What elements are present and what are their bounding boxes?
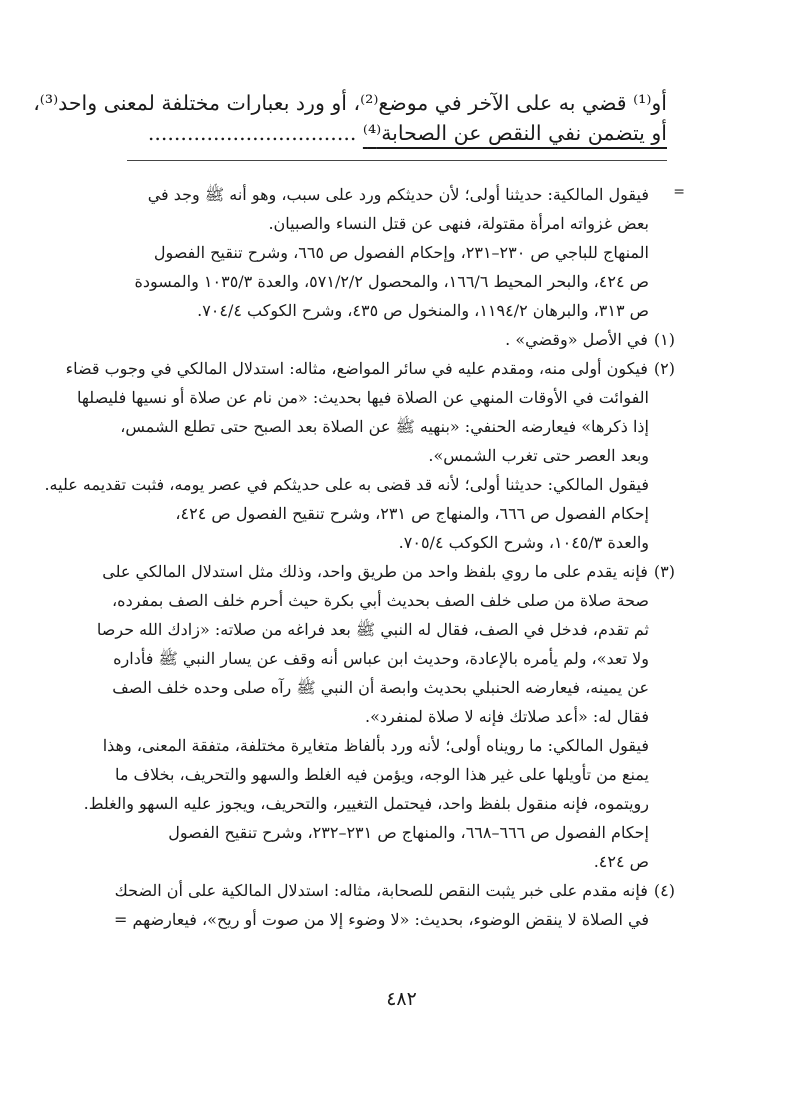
footnote-number: (١)	[653, 330, 675, 349]
footnote-line: يمنع من تأويلها على غير هذا الوجه، ويؤمن فيه الغلط والسهو والتحريف، بخلاف ما	[115, 765, 649, 784]
footnote-line	[102, 557, 675, 586]
footnote-text: فإنه مقدم على خبر يثبت النقص للصحابة، مثاله: استدلال المالكية على أن الضحك	[114, 881, 648, 900]
footnote-line	[114, 905, 675, 934]
footnote-text: فإنه يقدم على ما روي بلفظ واحد من طريق واحد، وذلك مثل استدلال المالكي على	[102, 562, 648, 581]
underlined-phrase: أو يتضمن نفي النقص عن الصحابة⁽⁴⁾	[362, 121, 667, 145]
continuation-mark: =	[114, 910, 128, 929]
footnote-1	[127, 325, 675, 354]
footnote-line: فيقول المالكي: ما رويناه أولى؛ لأنه ورد بألفاظ متغايرة مختلفة، متفقة المعنى، وهذا	[102, 736, 649, 755]
footnote-line: ص ٤٢٤.	[593, 852, 649, 871]
footnote-line: رويتموه، فإنه منقول بلفظ واحد، فيحتمل التغيير، والتحريف، ويجوز عليه السهو والغلط.	[83, 794, 649, 813]
main-text-line: أو⁽¹⁾ قضي به على الآخر في موضع⁽²⁾، أو ورد بعبارات مختلفة لمعنى واحد⁽³⁾،	[33, 91, 667, 115]
footnote-line	[114, 876, 675, 905]
main-text-line	[127, 118, 667, 148]
footnote-line: عن يمينه، فيعارضه الحنبلي بحديث وابصة أن النبي ﷺ رآه صلى وحده خلف الصف	[112, 678, 649, 697]
footnote-line: المنهاج للباجي ص ٢٣٠–٢٣١، وإحكام الفصول ص ٦٦٥، وشرح تنقيح الفصول	[153, 243, 649, 262]
footnote-line: ولا تعد»، ولم يأمره بالإعادة، وحديث ابن عباس أنه وقف عن يسار النبي ﷺ فأداره	[113, 649, 649, 668]
footnotes	[44, 180, 675, 934]
footnote-number: (٣)	[653, 562, 675, 581]
footnote-4	[114, 876, 675, 934]
footnote-line: ص ٣١٣، والبرهان ١١٩٤/٢، والمنخول ص ٤٣٥، وشرح الكوكب ٧٠٤/٤.	[197, 301, 649, 320]
footnote-line: ثم تقدم، فدخل في الصف، فقال له النبي ﷺ بعد فراغه من صلاته: «زادك الله حرصا	[96, 620, 649, 639]
footnote-line: فقال له: «أعد صلاتك فإنه لا صلاة لمنفرد».	[364, 707, 649, 726]
footnote-number: (٤)	[653, 881, 675, 900]
footnote-line: الفوائت في الأوقات المنهي عن الصلاة فيها بحديث: «من نام عن صلاة أو نسيها فليصلها	[77, 388, 649, 407]
footnote-text: في الصلاة لا ينقض الوضوء، بحديث: «لا وضوء إلا من صوت أو ريح»، فيعارضهم	[132, 910, 649, 929]
footnote-line: بعض غزواته امرأة مقتولة، فنهى عن قتل النساء والصبيان.	[268, 214, 649, 233]
footnote-line: إحكام الفصول ص ٦٦٦–٦٦٨، والمنهاج ص ٢٣١–٢٣٢، وشرح تنقيح الفصول	[168, 823, 649, 842]
footnote-2	[44, 354, 675, 557]
footnote-line: فيقول المالكي: حديثنا أولى؛ لأنه قد قضى به على حديثكم في عصر يومه، فثبت تقديمه عليه.	[44, 475, 649, 494]
footnote-line: فيقول المالكية: حديثنا أولى؛ لأن حديثكم ورد على سبب، وهو أنه ﷺ وجد في	[147, 185, 649, 204]
page-number: ٤٨٢	[386, 988, 417, 1010]
footnote-line: إذا ذكرها» فيعارضه الحنفي: «بنهيه ﷺ عن الصلاة بعد الصبح حتى تطلع الشمس،	[120, 417, 649, 436]
footnote-divider	[127, 160, 667, 161]
footnote-line	[127, 325, 675, 354]
continuation-mark: =	[673, 184, 685, 200]
footnote-text: في الأصل «وقضي» .	[505, 330, 648, 349]
footnote-number: (٢)	[653, 359, 675, 378]
footnote-line: صحة صلاة من صلى خلف الصف بحديث أبي بكرة حيث أحرم خلف الصف بمفرده،	[112, 591, 649, 610]
footnote-3	[83, 557, 675, 876]
footnote-line: ص ٤٢٤، والبحر المحيط ١٦٦/٦، والمحصول ٥٧١/٢/٢، والعدة ١٠٣٥/٣ والمسودة	[134, 272, 649, 291]
footnote-text: فيكون أولى منه، ومقدم عليه في سائر المواضع، مثاله: استدلال المالكي في وجوب قضاء	[65, 359, 648, 378]
footnote-line: إحكام الفصول ص ٦٦٦، والمنهاج ص ٢٣١، وشرح تنقيح الفصول ص ٤٢٤،	[175, 504, 649, 523]
dotted-leader: ................................	[147, 121, 363, 145]
footnote-carry-over	[127, 180, 675, 325]
footnote-line	[65, 354, 675, 383]
main-text	[33, 88, 667, 148]
footnote-line: وبعد العصر حتى تغرب الشمس».	[428, 446, 649, 465]
footnote-line: والعدة ١٠٤٥/٣، وشرح الكوكب ٧٠٥/٤.	[398, 533, 649, 552]
